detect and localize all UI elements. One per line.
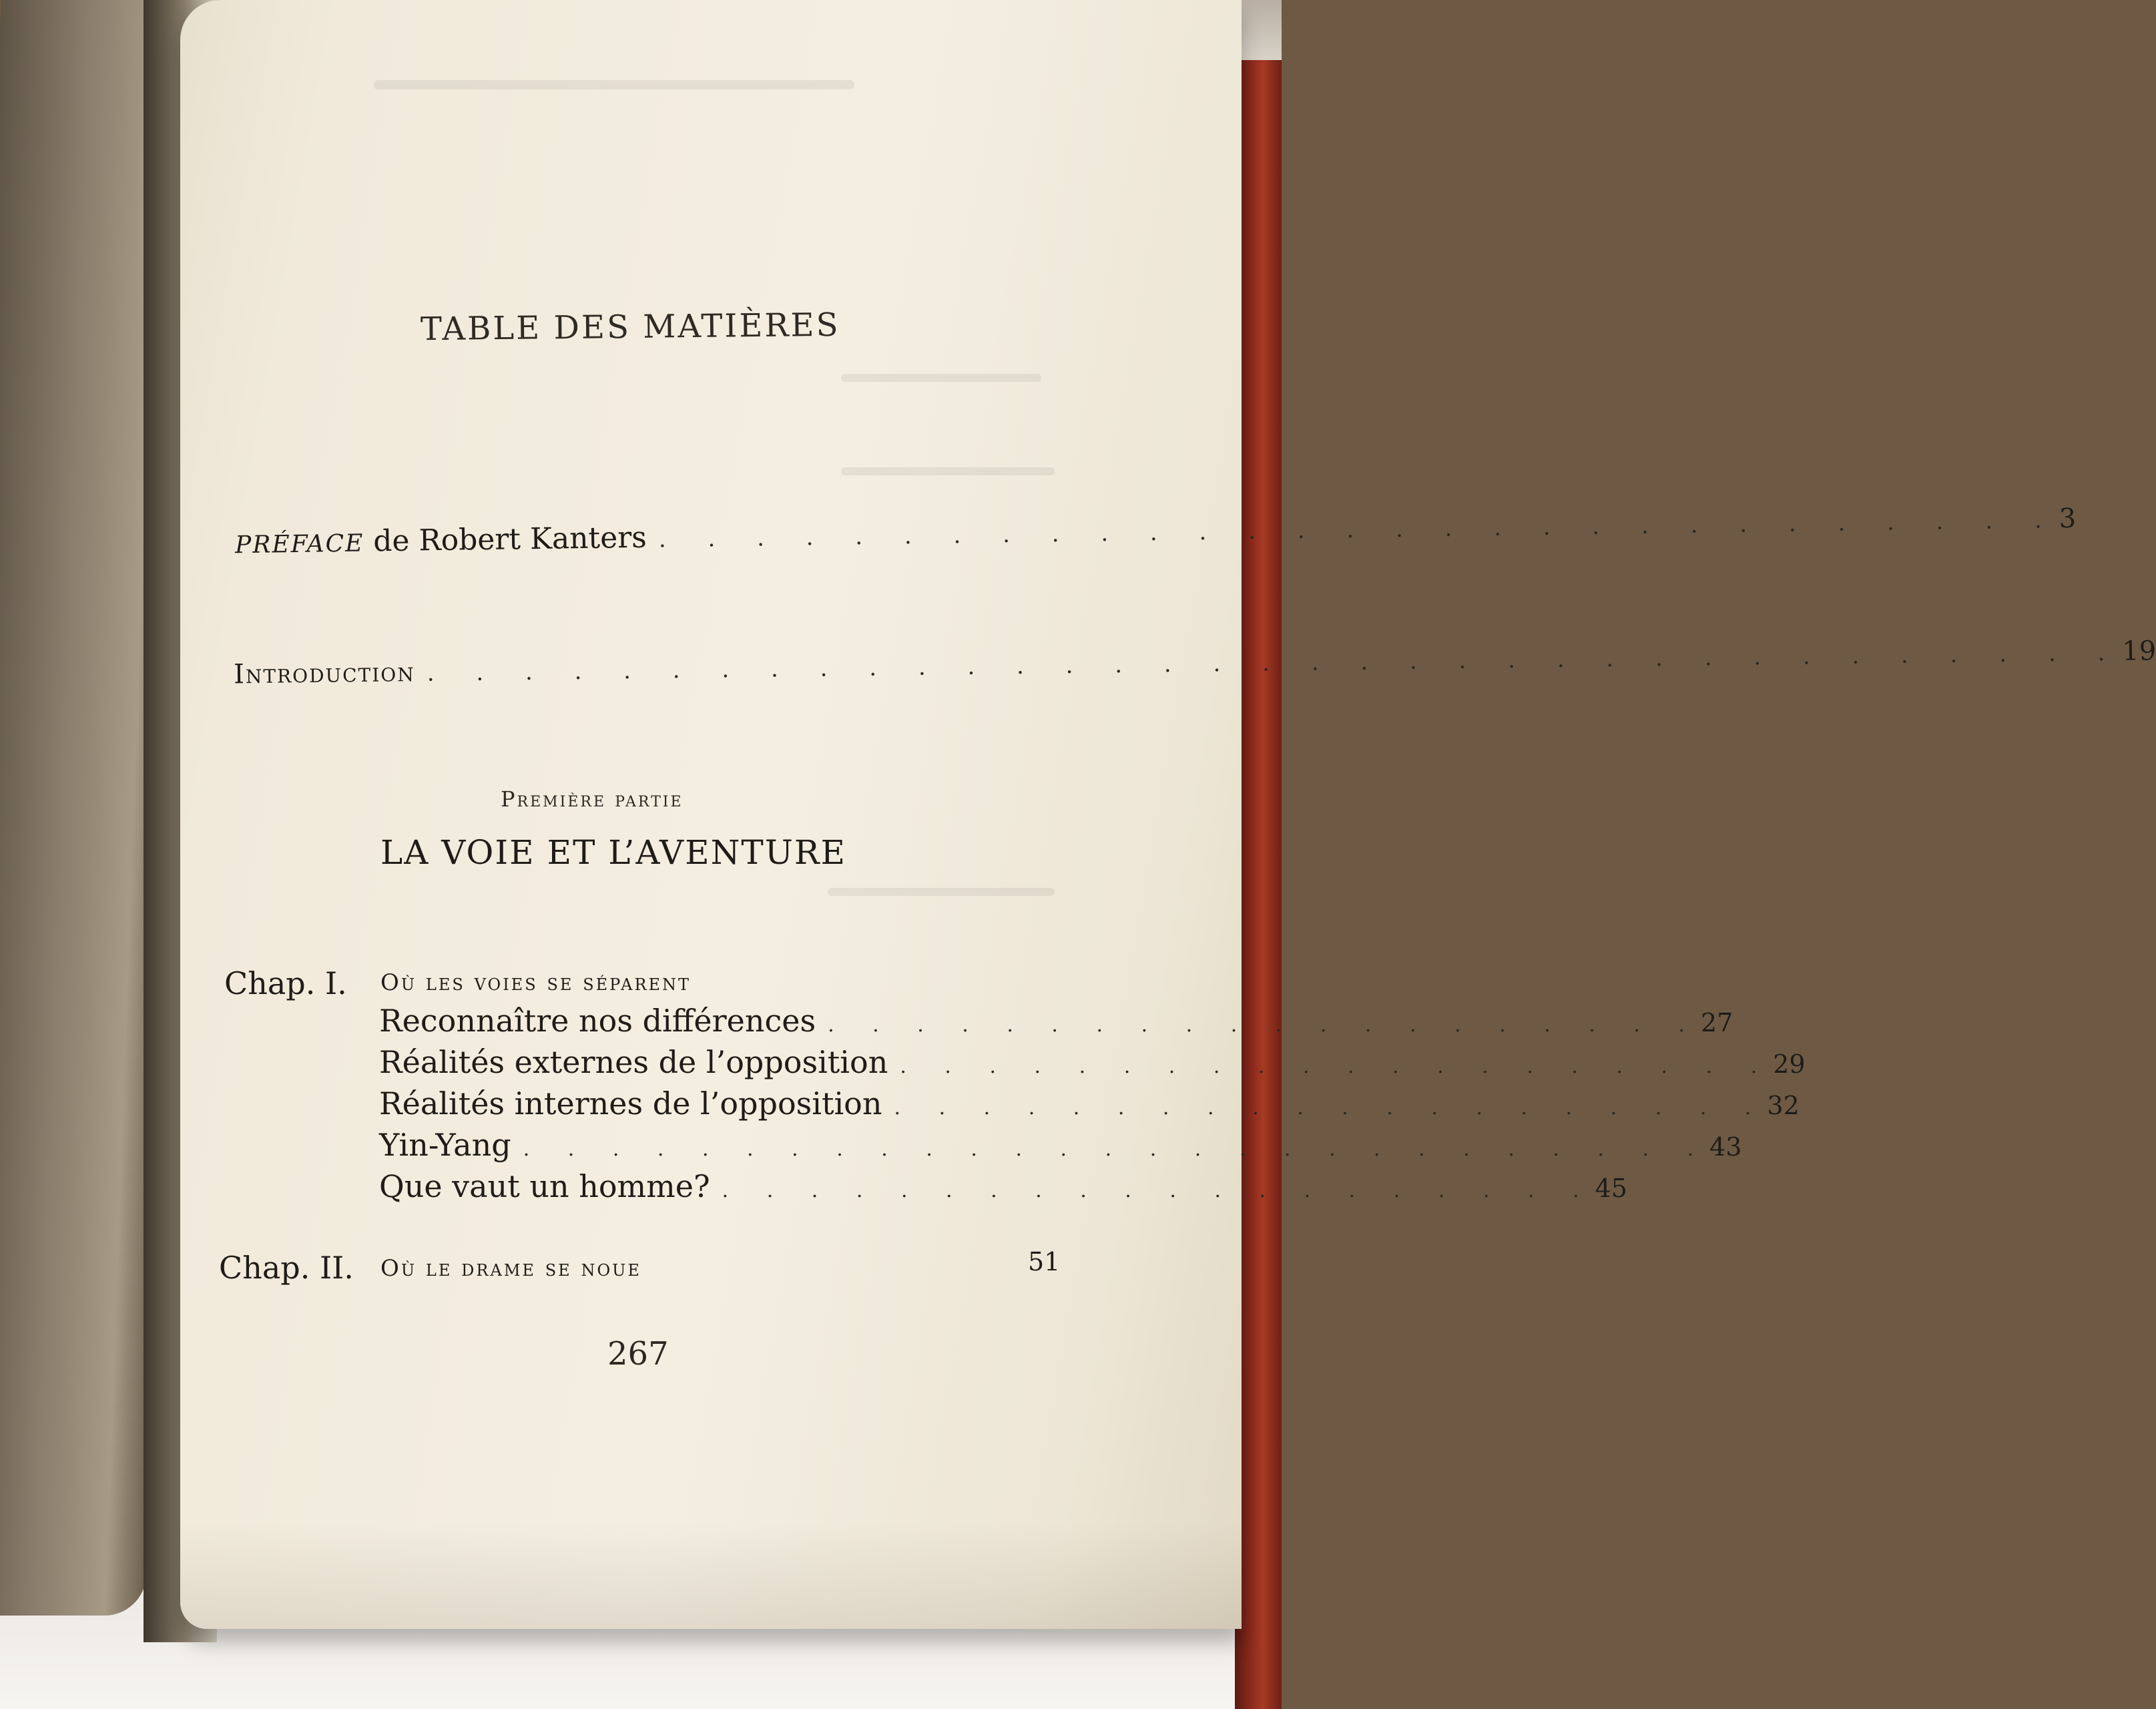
introduction-page-number: 19 <box>2121 636 2156 667</box>
show-through-marks <box>828 888 1055 896</box>
chapter-1-label: Chap. I. <box>224 965 347 1001</box>
section-page-number: 29 <box>1773 1049 1806 1079</box>
section-page-number: 43 <box>1709 1132 1742 1162</box>
part-label: Première partie <box>501 786 684 812</box>
section-title: Yin-Yang <box>379 1127 511 1163</box>
preface-label-italic: PRÉFACE <box>234 529 364 559</box>
chapter-2-page-number: 51 <box>1028 1247 1061 1276</box>
dot-leader: . . . . . . . . . . . . . . . . . . . . . . . . . . . . . . . . . . . <box>427 639 2123 687</box>
section-page-number: 32 <box>1767 1091 1800 1120</box>
book-cover-edge <box>1235 0 1282 1709</box>
chapter-1-heading: Où les voies se séparent <box>380 969 692 996</box>
dot-leader: . . . . . . . . . . . . . . . . . . . . . . . . . . . . . <box>658 507 2059 553</box>
dot-leader: . . . . . . . . . . . . . . . . . . . . <box>722 1179 1595 1202</box>
toc-section <box>379 1168 1627 1204</box>
introduction-label: Introduction <box>233 657 415 690</box>
section-title: Reconnaître nos différences <box>379 1003 816 1039</box>
toc-section <box>379 1003 1733 1039</box>
page-title: TABLE DES MATIÈRES <box>420 306 840 348</box>
toc-section <box>379 1085 1800 1122</box>
section-title: Réalités externes de l’opposition <box>379 1044 888 1080</box>
toc-section <box>379 1044 1806 1080</box>
section-page-number: 27 <box>1700 1008 1733 1037</box>
section-page-number: 45 <box>1595 1174 1627 1203</box>
show-through-marks <box>841 374 1041 382</box>
show-through-marks <box>841 467 1055 475</box>
show-through-marks <box>374 80 854 89</box>
chapter-2-heading: Où le drame se noue <box>380 1255 641 1282</box>
dot-leader: . . . . . . . . . . . . . . . . . . . . <box>894 1096 1768 1120</box>
preface-label-rest: de Robert Kanters <box>372 520 647 559</box>
page-shadow <box>180 1522 1242 1629</box>
dot-leader: . . . . . . . . . . . . . . . . . . . . . . . . . . . <box>523 1138 1710 1161</box>
toc-page <box>180 0 1242 1629</box>
section-title: Que vaut un homme? <box>379 1168 710 1204</box>
section-title: Réalités internes de l’opposition <box>379 1085 882 1122</box>
page-folio: 267 <box>607 1335 669 1373</box>
dot-leader: . . . . . . . . . . . . . . . . . . . . <box>900 1055 1774 1078</box>
part-title: LA VOIE ET L’AVENTURE <box>380 833 847 872</box>
dot-leader: . . . . . . . . . . . . . . . . . . . . <box>828 1013 1701 1037</box>
toc-section <box>379 1127 1742 1163</box>
chapter-2-label: Chap. II. <box>219 1250 354 1286</box>
preface-page-number: 3 <box>2059 503 2077 535</box>
